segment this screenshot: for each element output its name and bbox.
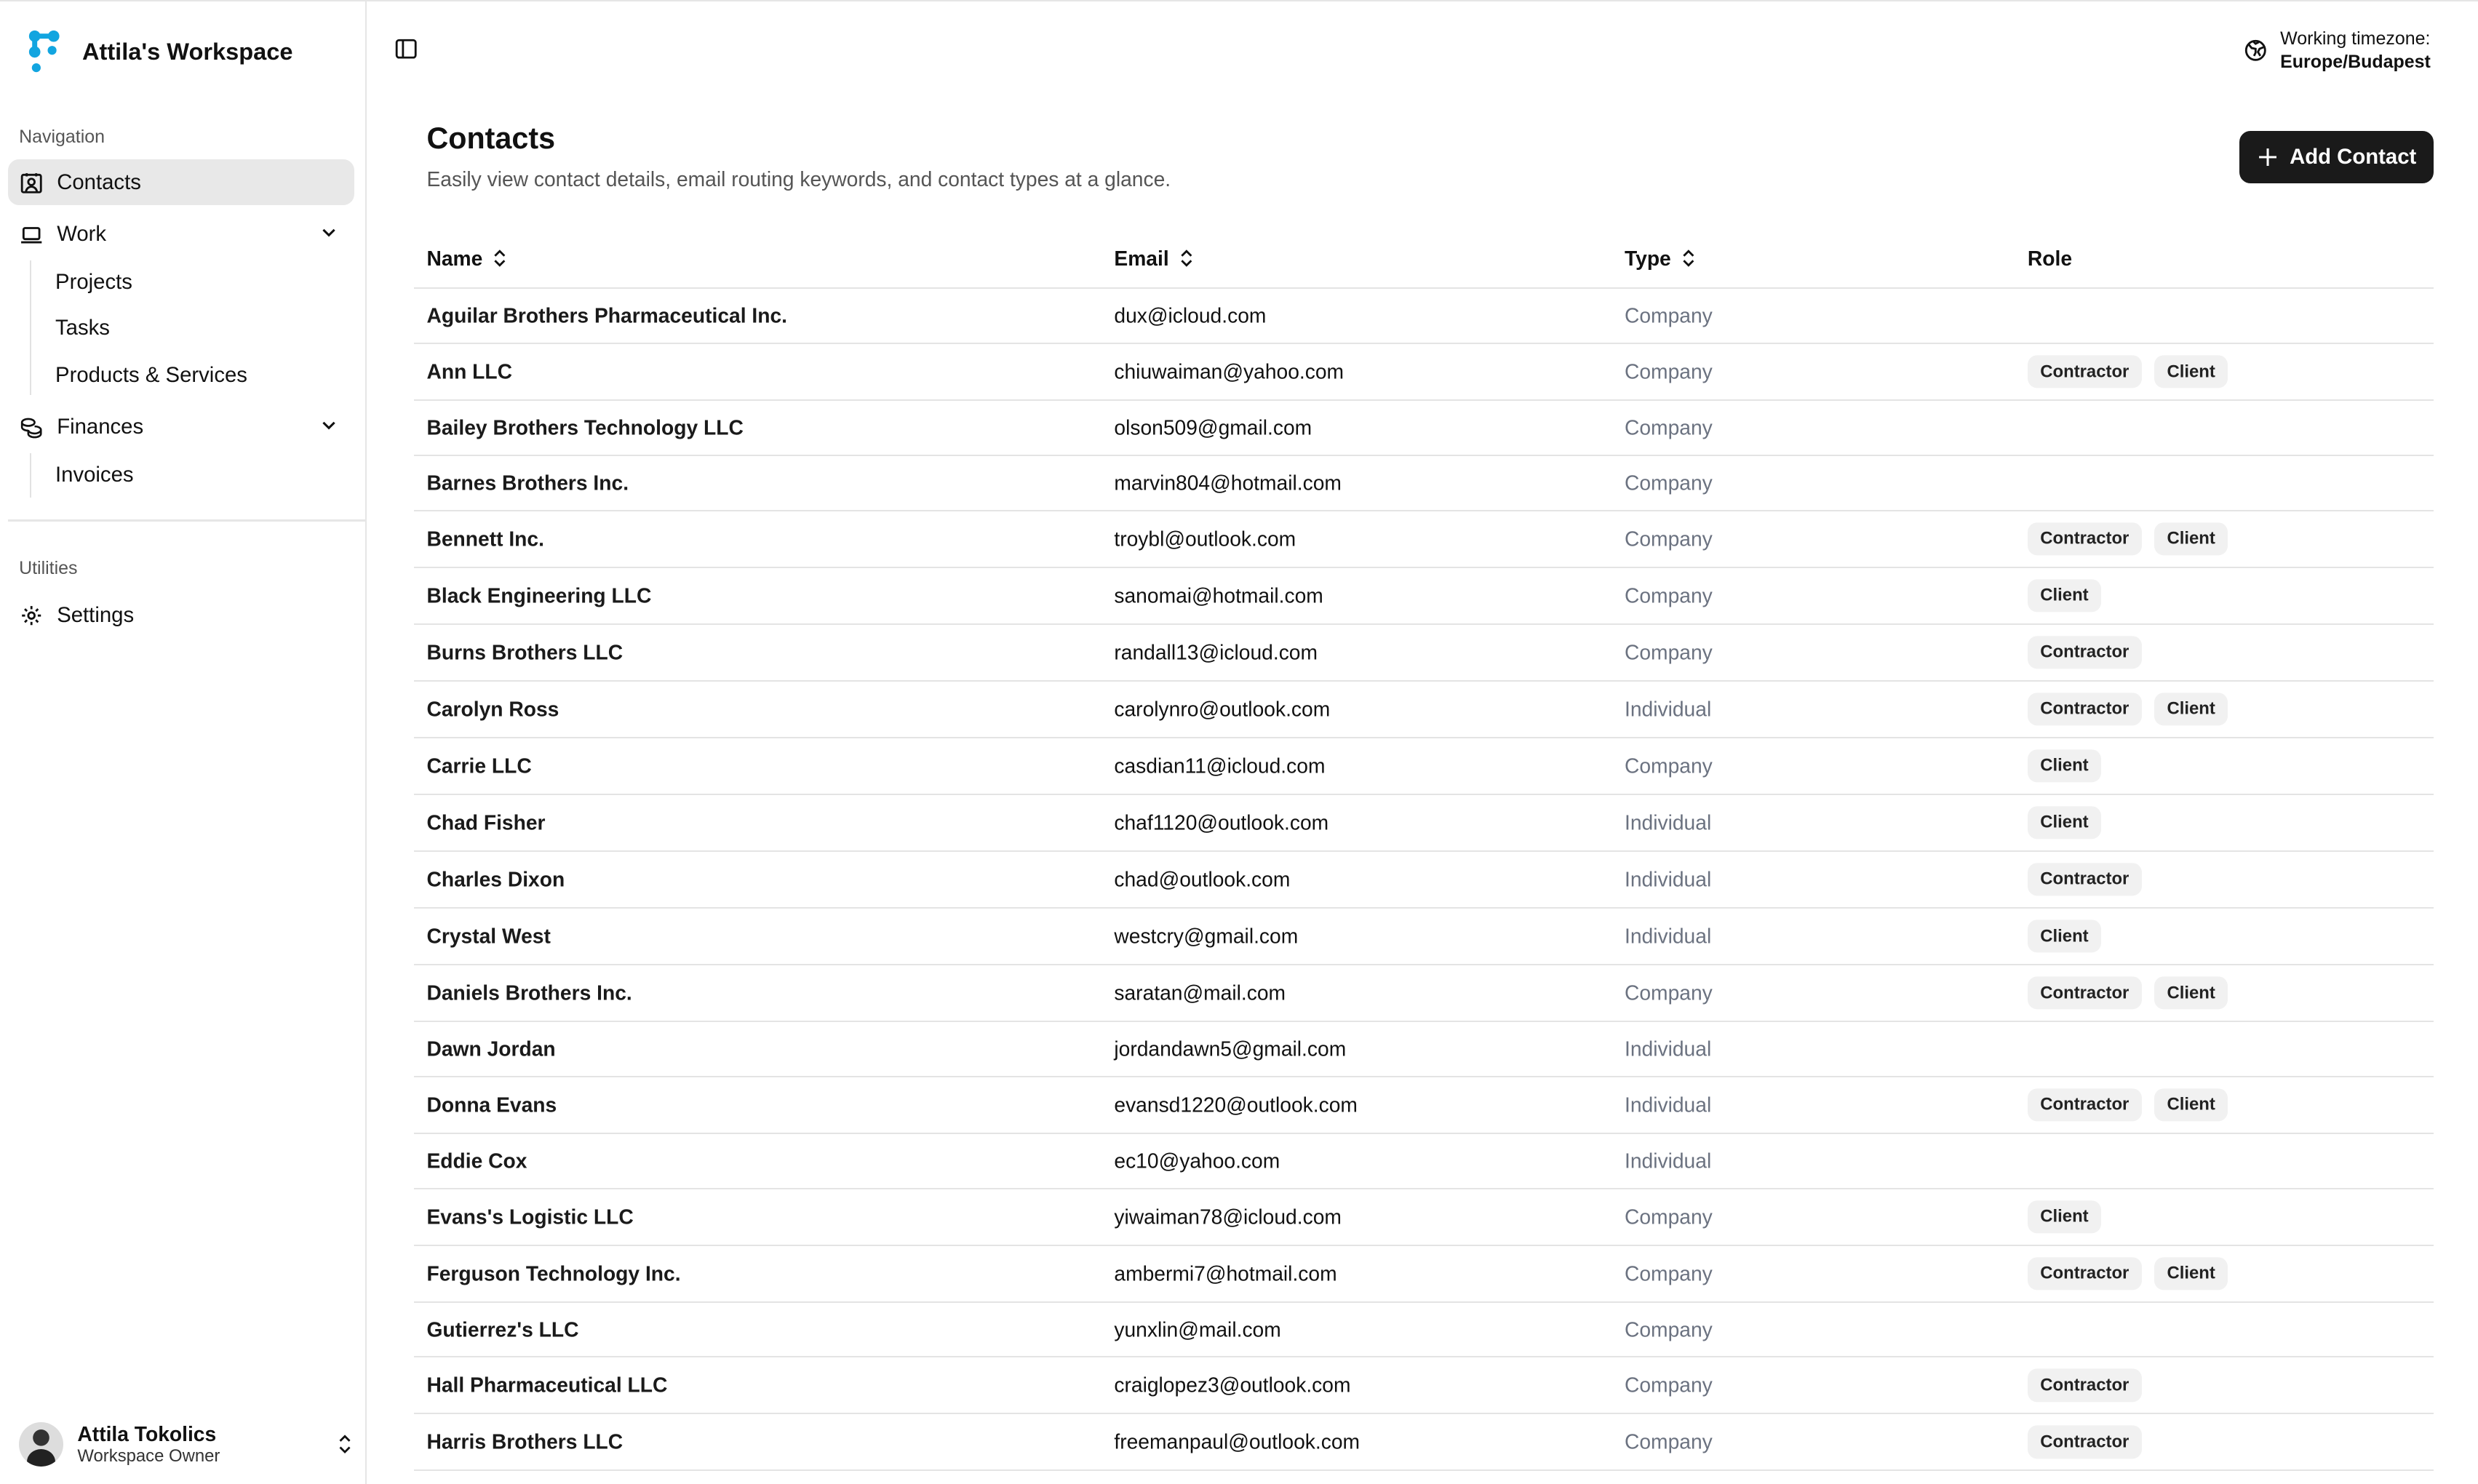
table-row[interactable] xyxy=(414,852,2434,909)
sort-by-email[interactable] xyxy=(1114,247,1194,271)
contact-type: Company xyxy=(1624,471,1713,495)
contact-type: Company xyxy=(1624,1317,1713,1341)
contact-type: Company xyxy=(1624,583,1713,607)
table-row[interactable] xyxy=(414,682,2434,738)
contact-email: ambermi7@hotmail.com xyxy=(1114,1261,1337,1285)
role-badge: Client xyxy=(2028,1200,2101,1233)
contact-roles xyxy=(2028,355,2228,388)
contact-name: Hall Pharmaceutical LLC xyxy=(426,1373,668,1397)
sidebar-item-contacts[interactable] xyxy=(8,159,354,205)
table-row[interactable] xyxy=(414,1134,2434,1189)
role-badge: Contractor xyxy=(2028,863,2142,895)
sort-icon xyxy=(492,249,508,268)
coins-icon xyxy=(20,416,42,438)
contact-roles xyxy=(2028,522,2228,555)
contact-roles xyxy=(2028,919,2101,952)
table-row[interactable] xyxy=(414,1077,2434,1134)
contact-roles xyxy=(2028,806,2101,839)
sidebar-item-invoices[interactable]: Invoices xyxy=(55,463,134,487)
table-row[interactable] xyxy=(414,568,2434,625)
table-row[interactable] xyxy=(414,289,2434,344)
sidebar-item-products-services[interactable]: Products & Services xyxy=(55,363,247,388)
contact-type: Individual xyxy=(1624,867,1712,891)
gear-icon xyxy=(20,605,42,626)
contact-type: Company xyxy=(1624,303,1713,327)
contact-email: saratan@mail.com xyxy=(1114,981,1286,1005)
sidebar-item-projects[interactable]: Projects xyxy=(55,270,132,295)
contact-email: marvin804@hotmail.com xyxy=(1114,471,1342,495)
contact-email: troybl@outlook.com xyxy=(1114,527,1296,551)
chevron-down-icon[interactable] xyxy=(319,415,338,434)
role-badge: Client xyxy=(2028,579,2101,612)
contact-type: Individual xyxy=(1624,697,1712,721)
contact-type: Company xyxy=(1624,981,1713,1005)
contact-name: Burns Brothers LLC xyxy=(426,640,624,664)
contact-email: jordandawn5@gmail.com xyxy=(1114,1037,1347,1061)
contact-type: Company xyxy=(1624,640,1713,664)
contact-name: Ann LLC xyxy=(426,359,513,383)
laptop-icon xyxy=(20,223,42,245)
table-row[interactable] xyxy=(414,1022,2434,1077)
contact-name: Bailey Brothers Technology LLC xyxy=(426,415,744,439)
user-name: Attila Tokolics xyxy=(77,1421,217,1445)
table-row[interactable] xyxy=(414,344,2434,401)
page-subtitle: Easily view contact details, email routing keywords, and contact types at a glance. xyxy=(426,167,1171,191)
timezone-value: Europe/Budapest xyxy=(2280,52,2431,73)
contact-name: Harris Brothers LLC xyxy=(426,1429,624,1453)
contact-type: Company xyxy=(1624,1429,1713,1453)
globe-icon xyxy=(2244,39,2268,63)
contact-roles xyxy=(2028,579,2101,612)
table-header xyxy=(414,232,2434,289)
contact-type: Company xyxy=(1624,359,1713,383)
table-row[interactable] xyxy=(414,1246,2434,1303)
navigation-section-label: Navigation xyxy=(19,126,105,147)
contact-name: Aguilar Brothers Pharmaceutical Inc. xyxy=(426,303,788,327)
contact-type: Company xyxy=(1624,1261,1713,1285)
table-row[interactable] xyxy=(414,401,2434,456)
contact-name: Donna Evans xyxy=(426,1093,557,1117)
contact-email: randall13@icloud.com xyxy=(1114,640,1318,664)
contacts-table xyxy=(414,232,2434,1471)
contact-email: evansd1220@outlook.com xyxy=(1114,1093,1358,1117)
header-email: Email xyxy=(1114,246,1169,270)
role-badge: Contractor xyxy=(2028,693,2142,725)
contact-email: dux@icloud.com xyxy=(1114,303,1267,327)
sort-icon xyxy=(1179,249,1195,268)
role-badge: Client xyxy=(2028,749,2101,782)
add-contact-button[interactable] xyxy=(2239,131,2434,183)
contact-name: Charles Dixon xyxy=(426,867,565,891)
contact-roles xyxy=(2028,636,2142,669)
contact-type: Individual xyxy=(1624,810,1712,834)
timezone-label: Working timezone: xyxy=(2280,28,2431,49)
role-badge: Client xyxy=(2154,1088,2228,1121)
contact-type: Individual xyxy=(1624,1149,1712,1173)
header-name: Name xyxy=(426,246,483,270)
role-badge: Contractor xyxy=(2028,1369,2142,1402)
sidebar-item-settings[interactable] xyxy=(8,592,354,638)
contact-type: Individual xyxy=(1624,924,1712,948)
sidebar-item-work[interactable] xyxy=(8,212,354,258)
contact-email: chaf1120@outlook.com xyxy=(1114,810,1329,834)
contact-roles xyxy=(2028,1369,2142,1402)
role-badge: Contractor xyxy=(2028,355,2142,388)
table-row[interactable] xyxy=(414,511,2434,568)
role-badge: Client xyxy=(2154,522,2228,555)
table-body xyxy=(414,289,2434,1471)
contact-name: Eddie Cox xyxy=(426,1149,527,1173)
role-badge: Client xyxy=(2028,919,2101,952)
contact-email: freemanpaul@outlook.com xyxy=(1114,1429,1360,1453)
table-row[interactable] xyxy=(414,965,2434,1022)
role-badge: Contractor xyxy=(2028,522,2142,555)
header-role: Role xyxy=(2027,246,2073,270)
contact-name: Carrie LLC xyxy=(426,754,532,778)
contact-email: westcry@gmail.com xyxy=(1114,924,1299,948)
logo-icon xyxy=(28,30,60,74)
contact-roles xyxy=(2028,749,2101,782)
table-row[interactable] xyxy=(414,738,2434,795)
sort-icon xyxy=(1681,249,1697,268)
contact-type: Company xyxy=(1624,527,1713,551)
contact-roles xyxy=(2028,1088,2228,1121)
table-row[interactable] xyxy=(414,1357,2434,1414)
user-role: Workspace Owner xyxy=(77,1445,220,1466)
table-row[interactable] xyxy=(414,625,2434,682)
contact-name: Chad Fisher xyxy=(426,810,546,834)
contact-name: Barnes Brothers Inc. xyxy=(426,471,629,495)
workspace-brand[interactable] xyxy=(28,30,292,74)
contact-roles xyxy=(2028,1257,2228,1290)
contact-email: chiuwaiman@yahoo.com xyxy=(1114,359,1344,383)
contact-email: yunxlin@mail.com xyxy=(1114,1317,1281,1341)
sidebar-toggle-icon[interactable] xyxy=(395,38,417,60)
workspace-name: Attila's Workspace xyxy=(81,39,293,65)
contact-type: Company xyxy=(1624,1205,1713,1229)
contact-name: Daniels Brothers Inc. xyxy=(426,981,632,1005)
role-badge: Contractor xyxy=(2028,1426,2142,1459)
contact-name: Ferguson Technology Inc. xyxy=(426,1261,681,1285)
contact-type: Company xyxy=(1624,754,1713,778)
contact-roles xyxy=(2028,693,2228,725)
role-badge: Client xyxy=(2154,1257,2228,1290)
sort-by-name[interactable] xyxy=(426,247,508,271)
header-type: Type xyxy=(1624,246,1671,270)
sidebar-divider xyxy=(8,519,367,521)
contact-email: carolynro@outlook.com xyxy=(1114,697,1331,721)
chevron-up-down-icon[interactable] xyxy=(335,1433,354,1455)
page-title: Contacts xyxy=(426,121,556,156)
working-timezone xyxy=(2244,27,2431,74)
tree-line xyxy=(30,260,31,395)
contact-email: chad@outlook.com xyxy=(1114,867,1291,891)
contact-email: ec10@yahoo.com xyxy=(1114,1149,1280,1173)
tree-line xyxy=(30,453,31,498)
table-row[interactable] xyxy=(414,909,2434,965)
sidebar-item-label: Finances xyxy=(57,415,144,439)
chevron-down-icon[interactable] xyxy=(319,223,338,242)
contact-email: olson509@gmail.com xyxy=(1114,415,1312,439)
add-contact-label: Add Contact xyxy=(2290,144,2417,169)
sort-by-type[interactable] xyxy=(1625,247,1697,271)
user-menu[interactable] xyxy=(19,1422,354,1467)
contact-email: yiwaiman78@icloud.com xyxy=(1114,1205,1342,1229)
table-row[interactable] xyxy=(414,1414,2434,1471)
contact-type: Company xyxy=(1624,415,1713,439)
utilities-section-label: Utilities xyxy=(19,557,78,578)
sidebar-item-tasks[interactable]: Tasks xyxy=(55,316,110,340)
role-badge: Client xyxy=(2028,806,2101,839)
contact-email: sanomai@hotmail.com xyxy=(1114,583,1323,607)
contact-name: Gutierrez's LLC xyxy=(426,1317,579,1341)
role-badge: Contractor xyxy=(2028,976,2142,1009)
contact-roles xyxy=(2028,1426,2142,1459)
contact-card-icon xyxy=(20,172,42,194)
table-row[interactable] xyxy=(414,1303,2434,1358)
role-badge: Contractor xyxy=(2028,1257,2142,1290)
contact-type: Individual xyxy=(1624,1037,1712,1061)
role-badge: Client xyxy=(2154,693,2228,725)
table-row[interactable] xyxy=(414,456,2434,511)
plus-icon xyxy=(2258,148,2277,167)
sidebar xyxy=(0,1,367,1484)
contact-name: Black Engineering LLC xyxy=(426,583,652,607)
table-row[interactable] xyxy=(414,1189,2434,1246)
contact-name: Crystal West xyxy=(426,924,551,948)
contact-name: Bennett Inc. xyxy=(426,527,544,551)
sidebar-item-finances[interactable] xyxy=(8,404,354,450)
contact-name: Evans's Logistic LLC xyxy=(426,1205,634,1229)
contact-type: Company xyxy=(1624,1373,1713,1397)
sidebar-item-label: Settings xyxy=(57,602,135,627)
role-badge: Client xyxy=(2154,355,2228,388)
contact-name: Dawn Jordan xyxy=(426,1037,556,1061)
avatar xyxy=(19,1422,63,1467)
role-badge: Client xyxy=(2154,976,2228,1009)
role-badge: Contractor xyxy=(2028,636,2142,669)
main-content xyxy=(367,1,2478,1484)
contact-type: Individual xyxy=(1624,1093,1712,1117)
contact-roles xyxy=(2028,976,2228,1009)
contact-email: casdian11@icloud.com xyxy=(1114,754,1326,778)
contact-roles xyxy=(2028,1200,2101,1233)
sidebar-item-label: Contacts xyxy=(57,169,141,194)
table-row[interactable] xyxy=(414,795,2434,852)
sidebar-item-label: Work xyxy=(57,222,107,247)
contact-name: Carolyn Ross xyxy=(426,697,559,721)
role-badge: Contractor xyxy=(2028,1088,2142,1121)
contact-email: craiglopez3@outlook.com xyxy=(1114,1373,1351,1397)
contact-roles xyxy=(2028,863,2142,895)
